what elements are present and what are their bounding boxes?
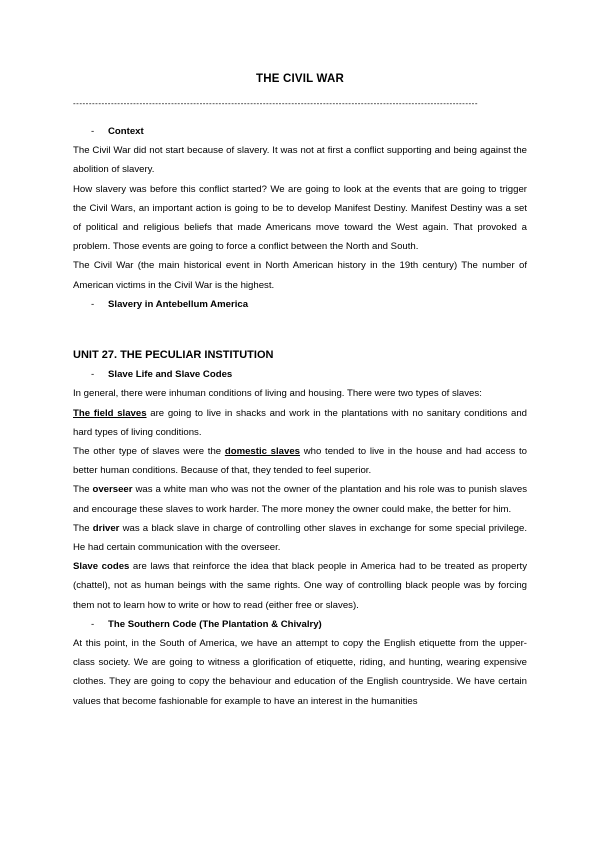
term-driver: driver: [92, 522, 120, 534]
page-title: THE CIVIL WAR: [255, 73, 344, 85]
paragraph: The Civil War did not start because of slavery. It was not at first a conflict supporting and being against the abolition of slavery.: [73, 145, 527, 176]
section-heading-slave-life: - Slave Life and Slave Codes: [73, 365, 527, 384]
paragraph-slave-codes: Slave codes are laws that reinforce the idea that black people in America had to be treated as property (chattel), not as human beings with the same rights. One way of controlling black people was by forcing them not to learn how to write or how to read (either free or slaves).: [73, 561, 527, 611]
paragraph-domestic-slaves: The other type of slaves were the domestic slaves who tended to live in the house and had access to better human conditions. Because of that, they tended to feel superior.: [73, 446, 528, 477]
unit-section: [73, 346, 527, 711]
paragraph-overseer: The overseer was a white man who was not the owner of the plantation and his role was to punish slaves and encourage these slaves to work harder. The more money the owner could make, the better for him.: [73, 484, 527, 515]
bullet-dash: -: [91, 126, 95, 137]
paragraph: In general, there were inhuman conditions of living and housing. There were two types of slaves:: [73, 388, 482, 400]
bullet-dash: -: [91, 298, 95, 310]
term-domestic-slaves: domestic slaves: [224, 446, 301, 458]
paragraph: At this point, in the South of America, we have an attempt to copy the English etiquette from the upper-class society. We are going to witness a glorification of etiquette, riding, and hunting, wearing expensive clothes. They are going to copy the behaviour and education of the English countryside. We have certain values that become fashionable for example to have an interest in the humanities: [73, 638, 527, 707]
paragraph: The Civil War (the main historical event in North American history in the 19th century) The number of American victims in the Civil War is the highest.: [73, 260, 527, 291]
term-overseer: overseer: [92, 484, 133, 496]
section-heading-context: - Context: [73, 122, 527, 141]
section-heading-antebellum: - Slavery in Antebellum America: [73, 295, 527, 314]
section-heading-southern-code: - The Southern Code (The Plantation & Chivalry): [73, 615, 527, 634]
term-field-slaves: The field slaves: [73, 407, 147, 419]
paragraph: How slavery was before this conflict started? We are going to look at the events that are going to trigger the Civil Wars, an important action is going to be to develop Manifest Destiny. Manifest Destiny was a set of political and religious beliefs that made Americans move toward the West again. That provoked a problem. Those events are going to force a conflict between the North and South.: [73, 183, 527, 253]
paragraph-driver: The driver was a black slave in charge of controlling other slaves in exchange for some special privilege. He had certain communication with the overseer.: [73, 522, 527, 554]
unit-heading: UNIT 27. THE PECULIAR INSTITUTION: [73, 349, 274, 361]
term-slave-codes: Slave codes: [73, 561, 130, 573]
bullet-dash: -: [91, 369, 95, 381]
dashed-divider: --------------------------------------------------------------------------------------------------------------------------------: [73, 99, 478, 108]
bullet-dash: -: [91, 618, 95, 630]
paragraph-field-slaves: The field slaves are going to live in shacks and work in the plantations with no sanitary conditions and hard types of living conditions.: [73, 407, 527, 438]
context-section: [73, 122, 527, 314]
